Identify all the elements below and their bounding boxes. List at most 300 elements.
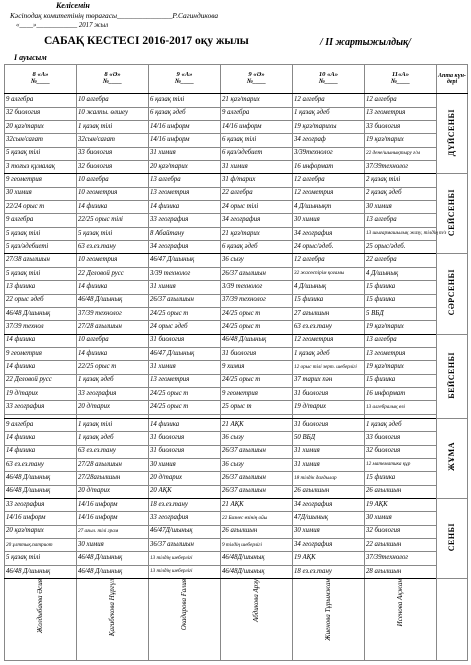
lesson-cell: 33 география (77, 388, 149, 401)
lesson-cell: 13 алгебра (365, 334, 437, 347)
lesson-cell: 46/47Д/шынық (149, 525, 221, 538)
lesson-cell: 1 қазақ әдеб (365, 418, 437, 431)
lesson-cell: 15 физика (365, 374, 437, 387)
grade-header (5, 65, 77, 94)
lesson-cell: 21 АҚК (221, 418, 293, 431)
lesson-cell: 30 химия (293, 214, 365, 227)
lesson-cell: 37/39 технолог (77, 307, 149, 320)
teacher-cell (221, 579, 293, 661)
weekday-name: СЕЙСЕНБІ (447, 188, 456, 237)
grade-name: 10 «А» (318, 71, 339, 79)
lesson-cell: 9 геометрия (221, 388, 293, 401)
lesson-cell: 4 Д/шынық (293, 281, 365, 294)
lesson-row (5, 347, 468, 360)
lesson-cell: 1 қазақ әдеб (293, 347, 365, 360)
lesson-row (5, 552, 468, 565)
lesson-cell: 24 орыс әдеб (149, 321, 221, 334)
lesson-cell: 34 географ (293, 134, 365, 147)
teacher-cell (77, 579, 149, 661)
weekday-name: СЕНБІ (447, 523, 456, 552)
lesson-row (5, 107, 468, 120)
lesson-cell: 13 геометрия (149, 374, 221, 387)
lesson-cell: 31 биология (293, 418, 365, 431)
lesson-cell: 26 ағылшын (365, 485, 437, 498)
lesson-cell: 46/48 Д/шынық (5, 472, 77, 485)
teacher-cell (365, 579, 437, 661)
lesson-cell: 46/48Д/шынық (221, 565, 293, 578)
lesson-row (5, 485, 468, 498)
lesson-cell: 14/16 информ (221, 120, 293, 133)
weekday-name: СӘРСЕНБІ (447, 269, 456, 316)
lesson-cell: 9 алгебра (5, 418, 77, 431)
lesson-cell: 31 химия (149, 361, 221, 374)
lesson-cell: 12 геометрия (293, 334, 365, 347)
class-teacher-name: Жиенова Тұрымжан (324, 579, 332, 641)
teacher-row (5, 579, 468, 661)
lesson-cell: 26/37 ағылшын (221, 267, 293, 280)
lesson-row (5, 94, 468, 107)
lesson-cell: 3/39технолог (293, 147, 365, 160)
lesson-cell: 32 биология (365, 445, 437, 458)
lesson-cell: 46/48 Д/шынық (77, 294, 149, 307)
lesson-cell: 14 физика (5, 445, 77, 458)
lesson-cell: 46/48 Д/шынық (5, 565, 77, 578)
lesson-cell: 8 Абайтану (149, 227, 221, 240)
lesson-cell: 19 д/тарих (293, 401, 365, 414)
lesson-cell: 13 тілдің шеберлігі (149, 552, 221, 565)
lesson-cell: 14 физика (5, 334, 77, 347)
lesson-row (5, 565, 468, 578)
lesson-cell: 9 химия (221, 361, 293, 374)
lesson-cell: 34 география (293, 498, 365, 511)
class-teacher-name: Қагибекова Нұргүл (108, 579, 116, 637)
lesson-row (5, 334, 468, 347)
lesson-cell: 13 алгебралық өзі (365, 401, 437, 414)
lesson-cell: 32 биология (5, 107, 77, 120)
lesson-row (5, 445, 468, 458)
grade-name: 8 «А» (32, 71, 49, 79)
lesson-cell: 14/16 информ (5, 512, 77, 525)
lesson-cell: 20 д/тарих (77, 485, 149, 498)
lesson-cell: 13 геометрия (365, 107, 437, 120)
lesson-cell: 19 қаз/тарихы (293, 120, 365, 133)
lesson-cell: 10 алгебра (77, 174, 149, 187)
lesson-cell: 5 қазақ тілі (5, 267, 77, 280)
lesson-cell: 46/48 Д/шынық (77, 565, 149, 578)
lesson-cell: 24/25 орыс т (221, 307, 293, 320)
lesson-row (5, 174, 468, 187)
lesson-cell: 6 қазақ әдеб (149, 107, 221, 120)
lesson-cell: 32сын/сағат (5, 134, 77, 147)
lesson-cell: 31 биология (221, 347, 293, 360)
weekday-cell (437, 334, 468, 418)
lesson-cell: 26/37 ағылшын (221, 485, 293, 498)
lesson-cell: 19 қаз/тарих (365, 361, 437, 374)
lesson-cell: 22 Деловой русс (5, 374, 77, 387)
lesson-cell: 46/47 Д/шынық (149, 347, 221, 360)
lesson-cell: 6 қазақ тілі (221, 134, 293, 147)
lesson-cell: 20 АҚК (149, 485, 221, 498)
lesson-row (5, 120, 468, 133)
lesson-row (5, 281, 468, 294)
grade-name: 9 «А» (176, 71, 193, 79)
lesson-cell: 9 алгебра (5, 214, 77, 227)
lesson-cell: 46/48Д/шынық (221, 552, 293, 565)
lesson-cell: 14 физика (77, 201, 149, 214)
lesson-cell: 9 тілдің шеберлігі (221, 539, 293, 552)
lesson-cell: 13 тілдің шеберлігі (149, 565, 221, 578)
lesson-cell: 34 география (293, 539, 365, 552)
lesson-row (5, 254, 468, 267)
weekday-header: Апта күн-дері (437, 65, 468, 94)
lesson-cell: 24/25 орыс т (221, 321, 293, 334)
lesson-row (5, 294, 468, 307)
lesson-row (5, 418, 468, 431)
lesson-cell: 19 қаз/тарих (365, 321, 437, 334)
lesson-cell: 37/39 технол (5, 321, 77, 334)
grade-header (365, 65, 437, 94)
lesson-cell: 32 биология (77, 160, 149, 173)
room-number-blank: №____ (174, 78, 195, 86)
lesson-cell: 63 ез.ез.тану (77, 241, 149, 254)
lesson-cell: 30 химия (365, 201, 437, 214)
lesson-cell: 9 алгебра (5, 94, 77, 107)
lesson-cell: 46/48 Д/шынық (5, 307, 77, 320)
lesson-cell: 21 қаз/тарих (221, 227, 293, 240)
lesson-cell: 37/39технолог (365, 160, 437, 173)
lesson-cell: 30 химия (149, 458, 221, 471)
lesson-cell: 22 ағылшын (365, 539, 437, 552)
lesson-cell: 2 қазақ әдеб (365, 187, 437, 200)
weekday-name: БЕЙСЕНБІ (447, 351, 456, 399)
lesson-cell: 5 қазақ тілі (5, 227, 77, 240)
lesson-cell: 33 география (5, 498, 77, 511)
class-teacher-name: Исенова Ақжан (396, 579, 404, 627)
grade-header (149, 65, 221, 94)
lesson-row (5, 539, 468, 552)
lesson-row (5, 498, 468, 511)
lesson-cell: 5 қазақ тілі (77, 227, 149, 240)
lesson-cell: 24/25 орыс т (221, 374, 293, 387)
lesson-cell: 24 орыс тілі (221, 201, 293, 214)
lesson-cell: 22/25 орыс т (77, 361, 149, 374)
lesson-cell: 31 химия (149, 147, 221, 160)
approval-label: Келісемін (56, 1, 90, 10)
weekday-name: ДҮЙСЕНБІ (447, 108, 456, 156)
room-number-blank: №____ (390, 78, 411, 86)
lesson-cell: 33 география (149, 512, 221, 525)
header-row (5, 65, 468, 94)
lesson-cell: 10 жалпы. өлшеу (77, 107, 149, 120)
lesson-row (5, 401, 468, 414)
lesson-cell: 1 қазақ әдеб (77, 374, 149, 387)
lesson-row (5, 472, 468, 485)
lesson-cell: 20 қаз/тарих (5, 525, 77, 538)
lesson-cell: 6 қазақ тілі (149, 94, 221, 107)
lesson-cell: 13 алгебра (365, 214, 437, 227)
lesson-cell: 36 сызу (221, 458, 293, 471)
lesson-cell: 14/16 информ (149, 134, 221, 147)
lesson-cell: 22 дене/шынықтыру ғ/м (365, 147, 437, 160)
teacher-cell (293, 579, 365, 661)
lesson-cell: 22/24 орыс т (5, 201, 77, 214)
lesson-row (5, 307, 468, 320)
lesson-cell: 36 сызу (221, 254, 293, 267)
lesson-cell: 26/37 ағылшын (221, 472, 293, 485)
lesson-cell: 63 ез.ез.тану (293, 321, 365, 334)
lesson-cell: 18 ез.ез.тану (293, 565, 365, 578)
lesson-cell: 12 математика құр (365, 458, 437, 471)
lesson-cell: 13 шығармашылық жазу, тілдің т/з (365, 227, 437, 240)
lesson-cell: 24 орыс/әдеб. (293, 241, 365, 254)
lesson-row (5, 214, 468, 227)
grade-header (77, 65, 149, 94)
grade-name: 9 «Ә» (248, 71, 265, 79)
lesson-cell: 5 қазақ тілі (5, 147, 77, 160)
lesson-row (5, 321, 468, 334)
grade-name: 11«А» (391, 71, 410, 79)
lesson-row (5, 147, 468, 160)
lesson-cell: 30 химия (365, 512, 437, 525)
lesson-cell: 12 орыс тілі зерт. шеберлігі (293, 361, 365, 374)
lesson-cell: 1 қазақ әдеб (293, 107, 365, 120)
lesson-cell: 31 ф/тарих (221, 174, 293, 187)
lesson-cell: 15 физика (293, 294, 365, 307)
weekday-cell (437, 254, 468, 334)
lesson-cell: 12 геометрия (293, 187, 365, 200)
lesson-row (5, 374, 468, 387)
lesson-cell: 32сын/сағат (77, 134, 149, 147)
lesson-cell: 25 орыс/әдеб. (365, 241, 437, 254)
lesson-cell: 27/38 ағылшын (5, 254, 77, 267)
lesson-cell: 63 ез.ез.тану (5, 458, 77, 471)
lesson-cell: 33 география (149, 214, 221, 227)
lesson-cell: 31 химия (149, 281, 221, 294)
lesson-cell: 12 алгебра (293, 254, 365, 267)
empty-cell (437, 579, 468, 661)
lesson-cell: 33 биология (365, 432, 437, 445)
lesson-row (5, 525, 468, 538)
lesson-cell: 30 химия (77, 539, 149, 552)
page-title: САБАҚ КЕСТЕСІ 2016-2017 оқу жылы (44, 35, 249, 47)
lesson-cell: 10 геометрия (77, 254, 149, 267)
lesson-cell: 3/39 технолог (149, 267, 221, 280)
lesson-cell: 22 алгебра (365, 254, 437, 267)
lesson-cell: 6 қазақ әдеб (221, 241, 293, 254)
lesson-cell: 14 физика (149, 418, 221, 431)
lesson-cell: 14 физика (149, 201, 221, 214)
class-teacher-name: Абдикова Арзу (252, 579, 260, 623)
lesson-row (5, 187, 468, 200)
class-teacher-name: Окадарова Ғалия (180, 579, 188, 631)
lesson-cell: 1 қазақ әдеб (77, 432, 149, 445)
grade-header (221, 65, 293, 94)
weekday-cell (437, 94, 468, 174)
lesson-cell: 36 сызу (221, 432, 293, 445)
lesson-cell: 14/16 информ (77, 498, 149, 511)
lesson-cell: 33 биология (365, 120, 437, 133)
lesson-cell: 47Д/шынық (293, 512, 365, 525)
lesson-cell: 27/28 ағылшын (77, 321, 149, 334)
lesson-cell: 19 д/тарих (5, 388, 77, 401)
lesson-cell: 24/25 орыс т (149, 388, 221, 401)
lesson-cell: 46/48 Д/шынық (77, 552, 149, 565)
lesson-cell: 20 д/тарих (149, 472, 221, 485)
lesson-cell: 13 алгебра (149, 174, 221, 187)
teacher-cell (5, 579, 77, 661)
room-number-blank: №____ (30, 78, 51, 86)
lesson-cell: 14 физика (5, 361, 77, 374)
lesson-cell: 2 қазақ тілі (365, 174, 437, 187)
class-teacher-name: Жолдыбаева Әсия (36, 579, 44, 634)
lesson-row (5, 160, 468, 173)
lesson-cell: 22 орыс әдеб (5, 294, 77, 307)
lesson-cell: 4 Д/шынықт (293, 201, 365, 214)
lesson-cell: 24/25 орыс т (149, 401, 221, 414)
lesson-cell: 37 тарих пән (293, 374, 365, 387)
lesson-cell: 14 физика (77, 347, 149, 360)
lesson-cell: 12 алгебра (293, 94, 365, 107)
lesson-cell: 26/37 ағылшын (149, 294, 221, 307)
lesson-row (5, 267, 468, 280)
lesson-row (5, 512, 468, 525)
lesson-cell: 12 алгебра (293, 174, 365, 187)
teacher-cell (149, 579, 221, 661)
lesson-cell: 15 физика (365, 472, 437, 485)
lesson-cell: 13 геометрия (365, 347, 437, 360)
lesson-cell: 46/47 Д/шынық (149, 254, 221, 267)
lesson-cell: 25 орыс т (221, 401, 293, 414)
lesson-cell: 19 АҚК (293, 552, 365, 565)
shift-label: І ауысым (14, 53, 47, 62)
lesson-cell: 26/37 ағылшын (221, 445, 293, 458)
lesson-cell: 14 физика (5, 432, 77, 445)
schedule-table (4, 64, 468, 661)
lesson-cell: 5 қаз/әдебиеті (5, 241, 77, 254)
lesson-cell: 30 химия (293, 525, 365, 538)
lesson-cell: 33 биология (77, 147, 149, 160)
lesson-cell: 30 химия (5, 187, 77, 200)
semester-label: / ІІ жартыжылдық/ (320, 37, 411, 48)
lesson-cell: 9 геометрия (5, 347, 77, 360)
lesson-cell: 15 физика (365, 294, 437, 307)
lesson-cell: 50 ВБД (293, 432, 365, 445)
lesson-row (5, 201, 468, 214)
lesson-cell: 63 ез.ез.тану (77, 445, 149, 458)
lesson-cell: 14/16 информ (77, 512, 149, 525)
lesson-cell: 31 биология (149, 432, 221, 445)
lesson-cell: 46/48 Д/шынық (5, 485, 77, 498)
lesson-cell: 18 ез.ез.тану (149, 498, 221, 511)
lesson-cell: 31 химия (293, 445, 365, 458)
weekday-name: ЖҰМА (447, 442, 456, 472)
lesson-cell: 9 алгебра (221, 107, 293, 120)
lesson-cell: 4 Д/шынық (365, 267, 437, 280)
lesson-cell: 5 қазақ тілі (5, 552, 77, 565)
lesson-cell: 31 химия (293, 458, 365, 471)
lesson-cell: 22 Бизнес өзінің ойы (221, 512, 293, 525)
lesson-row (5, 227, 468, 240)
lesson-cell: 16 информат (293, 160, 365, 173)
lesson-cell: 3/39 технолог (221, 281, 293, 294)
lesson-cell: 14 физика (77, 281, 149, 294)
lesson-cell: 6 қаз/әдебиет (221, 147, 293, 160)
lesson-cell: 19 қаз/тарих (365, 134, 437, 147)
lesson-cell: 22/25 орыс тілі (77, 214, 149, 227)
lesson-cell: 20 ұлттық.патриот (5, 539, 77, 552)
lesson-cell: 9 геометрия (5, 174, 77, 187)
lesson-cell: 20 қаз/тарих (149, 160, 221, 173)
lesson-cell: 15 физика (365, 281, 437, 294)
lesson-cell: 21 қаз/тарих (221, 94, 293, 107)
lesson-cell: 31 биология (293, 388, 365, 401)
lesson-cell: 10 геометрия (77, 187, 149, 200)
lesson-cell: 24/25 орыс т (149, 307, 221, 320)
grade-header (293, 65, 365, 94)
lesson-cell: 46/48 Д/шынық (221, 334, 293, 347)
lesson-cell: 37/39технолог (365, 552, 437, 565)
room-number-blank: №____ (318, 78, 339, 86)
lesson-row (5, 361, 468, 374)
lesson-cell: 20 д/тарих (77, 401, 149, 414)
lesson-cell: 27 ағылшын (293, 307, 365, 320)
lesson-cell: 32 биология (365, 525, 437, 538)
lesson-cell: 5 ВБД (365, 307, 437, 320)
lesson-row (5, 432, 468, 445)
lesson-cell: 32 жасөспірім қоғамы (293, 267, 365, 280)
grade-name: 8 «Ә» (104, 71, 121, 79)
lesson-cell: 22 алгебра (221, 187, 293, 200)
lesson-cell: 31 химия (221, 160, 293, 173)
lesson-cell: 18 тілдік дағдылар (293, 472, 365, 485)
lesson-row (5, 388, 468, 401)
lesson-cell: 34 география (293, 227, 365, 240)
lesson-cell: 34 география (149, 241, 221, 254)
lesson-cell: 31 биология (149, 445, 221, 458)
lesson-cell: 27/28ағылшын (77, 472, 149, 485)
weekday-cell (437, 498, 468, 578)
lesson-cell: 36/37 ағылшын (149, 539, 221, 552)
director-signature-line: Кәсіподақ комитетінің төрағасы_______________Р.Сагиндикова (10, 11, 219, 20)
date-line: «____»____________ 2017 жыл (16, 22, 109, 29)
lesson-cell: 13 геометрия (149, 187, 221, 200)
lesson-cell: 10 алгебра (77, 334, 149, 347)
lesson-cell: 21 АҚК (221, 498, 293, 511)
lesson-cell: 12 алгебра (365, 94, 437, 107)
lesson-cell: 16 информат (365, 388, 437, 401)
lesson-cell: 1 қазақ тілі (77, 418, 149, 431)
weekday-cell (437, 418, 468, 498)
lesson-cell: 27 ағыл. тілі грам (77, 525, 149, 538)
lesson-cell: 20 қаз/тарих (5, 120, 77, 133)
room-number-blank: №____ (246, 78, 267, 86)
lesson-cell: 26 ағылшын (293, 485, 365, 498)
lesson-cell: 27/28 ағылшын (77, 458, 149, 471)
lesson-cell: 3 тоғыз құмалақ (5, 160, 77, 173)
lesson-cell: 26 ағылшын (221, 525, 293, 538)
lesson-cell: 34 география (221, 214, 293, 227)
lesson-cell: 31 биология (149, 334, 221, 347)
lesson-row (5, 241, 468, 254)
lesson-cell: 33 география (5, 401, 77, 414)
lesson-cell: 14/16 информ (149, 120, 221, 133)
document-header (0, 0, 471, 66)
lesson-cell: 37/39 технолог (221, 294, 293, 307)
lesson-cell: 28 ағылшын (365, 565, 437, 578)
lesson-cell: 19 АҚК (365, 498, 437, 511)
room-number-blank: №____ (102, 78, 123, 86)
lesson-cell: 22 Деловой русс (77, 267, 149, 280)
